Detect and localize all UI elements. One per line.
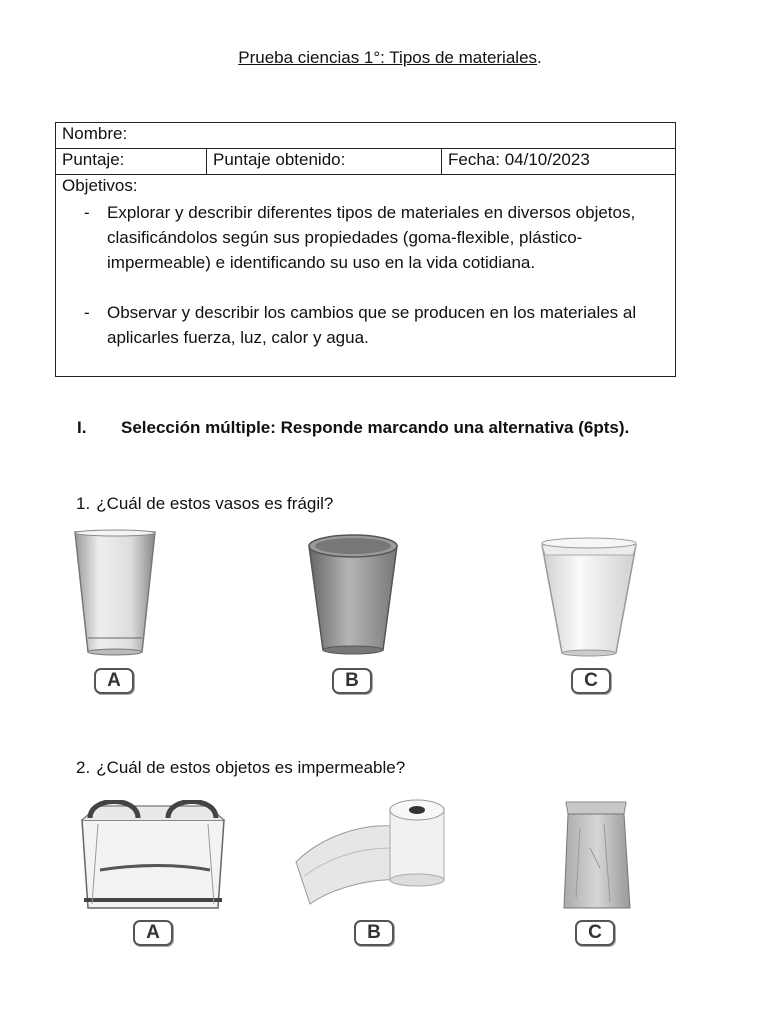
fecha-field: Fecha: 04/10/2023: [442, 149, 676, 175]
option-a-button[interactable]: A: [133, 920, 173, 946]
toilet-paper-icon: [292, 796, 454, 908]
objetivo-item: - Explorar y describir diferentes tipos de materiales en diversos objetos, clasificándolos según sus propiedades (goma-flexible, plástico-impermeable) e identificando su uso en la vida cotidiana.: [62, 200, 669, 275]
question-number: 2.: [76, 758, 91, 777]
nombre-field: Nombre:: [56, 123, 676, 149]
question-text: ¿Cuál de estos vasos es frágil?: [96, 494, 334, 513]
objetivos-cell: [56, 175, 676, 377]
objetivos-list: [62, 200, 669, 350]
section-number: I.: [77, 418, 87, 437]
plastic-cup-icon: [305, 532, 401, 658]
question-2: [76, 758, 405, 778]
info-table: [55, 122, 676, 377]
option-b-button[interactable]: B: [354, 920, 394, 946]
puntaje-obtenido-field: Puntaje obtenido:: [207, 149, 442, 175]
option-a-button[interactable]: A: [94, 668, 134, 694]
objetivo-item: - Observar y describir los cambios que se producen en los materiales al aplicarles fuerza, luz, calor y agua.: [62, 300, 669, 350]
paper-bag-icon: [560, 798, 632, 912]
foam-cup-icon: [538, 535, 640, 657]
option-c-button[interactable]: C: [575, 920, 615, 946]
question-text: ¿Cuál de estos objetos es impermeable?: [96, 758, 406, 777]
option-c-button[interactable]: C: [571, 668, 611, 694]
section-title: Selección múltiple: Responde marcando una alternativa (6pts).: [121, 418, 630, 437]
page-title: Prueba ciencias 1°: Tipos de materiales.: [238, 48, 542, 67]
section-heading: [77, 418, 629, 438]
clear-bag-icon: [78, 800, 228, 912]
objetivos-label: Objetivos:: [62, 176, 138, 195]
puntaje-field: Puntaje:: [56, 149, 207, 175]
option-b-button[interactable]: B: [332, 668, 372, 694]
glass-cup-icon: [70, 528, 160, 660]
question-number: 1.: [76, 494, 91, 513]
question-1: [76, 494, 333, 514]
